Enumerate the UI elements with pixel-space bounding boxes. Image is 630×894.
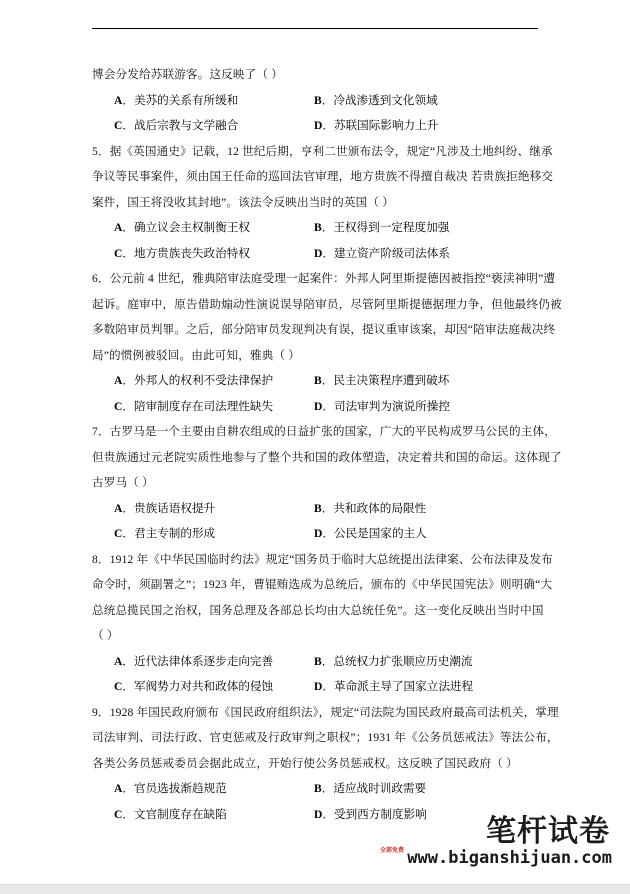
option-text: 公民是国家的主人 [333,527,427,540]
question-5 [92,139,554,267]
option-text: 建立资产阶级司法体系 [333,246,450,260]
option-letter: C [114,527,123,540]
option-list [92,649,540,700]
option-c[interactable]: C．文官制度存在缺陷 [114,807,227,821]
question-content [92,62,562,827]
brand-url: www.biganshijuan.com [407,848,612,868]
continued-question [92,62,540,139]
option-letter: C [114,246,123,260]
option-row [92,88,540,114]
option-list [92,215,540,266]
option-text: 民主决策程序遭到破坏 [333,374,450,387]
option-letter: B [314,221,322,234]
option-letter: B [314,654,322,668]
option-letter: A [114,93,123,107]
option-list [92,496,540,547]
option-text: 苏联国际影响力上升 [333,119,439,132]
brand-name: 笔杆试卷 [486,814,610,849]
bottom-band [0,884,630,894]
option-text: 文官制度存在缺陷 [133,807,227,821]
option-text: 外邦人的权利不受法律保护 [133,374,274,387]
option-letter: A [114,501,123,515]
stem-line: （ ） [92,629,119,642]
option-b[interactable]: B．总统权力扩张顺应历史潮流 [314,654,473,668]
option-list [92,368,540,419]
option-text: 陪审制度存在司法理性缺失 [133,399,274,413]
option-a[interactable]: A．美苏的关系有所缓和 [114,93,239,107]
stem-line: 9．1928 年国民政府颁布《国民政府组织法》，规定“司法院为国民政府最高司法机关，掌理 [92,705,559,719]
option-text: 贵族话语权提升 [133,501,216,515]
option-letter: D [314,680,323,693]
question-9 [92,700,559,828]
option-text: 总统权力扩张顺应历史潮流 [333,654,473,668]
stem-line: 命令时，须副署之”；1923 年，曹锟贿选成为总统后，颁布的《中华民国宪法》则明确“大 [92,578,553,591]
option-d[interactable]: D．司法审判为演说所操控 [314,399,450,413]
option-letter: C [114,399,123,413]
stem-line: 争议等民事案件，须由国王任命的巡回法官审理，地方贵族不得擅自裁决 若贵族拒绝移交 [92,170,554,183]
option-text: 君主专制的形成 [133,527,216,540]
option-letter: D [314,119,323,132]
option-text: 司法审判为演说所操控 [333,399,450,413]
option-c[interactable]: C．陪审制度存在司法理性缺失 [114,399,274,413]
option-letter: C [114,119,123,132]
option-b[interactable]: B．冷战渗透到文化领域 [314,93,438,107]
option-text: 地方贵族丧失政治特权 [133,246,250,260]
option-letter: A [114,654,123,668]
option-d[interactable]: D．苏联国际影响力上升 [314,119,439,132]
option-letter: D [314,246,323,260]
option-a[interactable]: A．确立议会主权制衡王权 [114,221,250,234]
option-letter: D [314,527,323,540]
option-text: 适应战时训政需要 [333,782,427,795]
option-text: 革命派主导了国家立法进程 [333,680,474,693]
option-c[interactable]: C．军阀势力对共和政体的侵蚀 [114,680,274,693]
option-a[interactable]: A．贵族话语权提升 [114,501,216,515]
question-stem [92,139,554,216]
option-b[interactable]: B．民主决策程序遭到破坏 [314,374,450,387]
stem-line: 局”的惯例被驳回。由此可知，雅典（ ） [92,348,300,362]
question-stem [92,700,559,777]
stem-line: 博会分发给苏联游客。这反映了（ ） [92,68,283,81]
option-d[interactable]: D．革命派主导了国家立法进程 [314,680,474,693]
option-row [92,776,540,802]
option-row [92,496,540,522]
stem-line: 6．公元前 4 世纪，雅典陪审法庭受理一起案件：外邦人阿里斯提德因被指控“亵渎神明”遭 [92,272,556,285]
stem-line: 8．1912 年《中华民国临时约法》规定“国务员于临时大总统提出法律案、公布法律及发布 [92,552,553,566]
option-c[interactable]: C．君主专制的形成 [114,527,216,540]
option-text: 冷战渗透到文化领域 [333,93,438,107]
option-list [92,88,540,139]
question-7 [92,419,562,547]
stem-line: 但贵族通过元老院实质性地参与了整个共和国的政体塑造，决定着共和国的命运。这体现了 [92,450,562,464]
header-rule [92,28,538,29]
option-row [92,394,540,420]
option-letter: A [114,782,123,795]
option-letter: B [314,501,322,515]
free-badge: 全部免费 [380,847,405,854]
stem-line: 5．据《英国通史》记载，12 世纪后期，亨利二世颁布法令，规定“凡涉及土地纠纷、继承 [92,144,553,158]
option-letter: C [114,807,123,821]
option-c[interactable]: C．战后宗教与文学融合 [114,119,239,132]
stem-line: 7．古罗马是一个主要由自耕农组成的日益扩张的国家，广大的平民构成罗马公民的主体， [92,425,556,438]
option-a[interactable]: A．近代法律体系逐步走向完善 [114,654,274,668]
question-stem [92,62,540,88]
option-text: 战后宗教与文学融合 [133,119,239,132]
option-row [92,113,540,139]
stem-line: 司法审判、司法行政、官吏惩戒及行政审判之职权”；1931 年《公务员惩戒法》等法公布， [92,731,559,744]
option-row [92,649,540,675]
option-text: 美苏的关系有所缓和 [133,93,239,107]
question-8 [92,547,553,700]
option-text: 军阀势力对共和政体的侵蚀 [133,680,274,693]
question-stem [92,419,562,496]
option-letter: B [314,93,322,107]
option-row [92,215,540,241]
stem-line: 案件，国王将没收其封地”。该法令反映出当时的英国（ ） [92,195,394,209]
option-row [92,241,540,267]
option-letter: B [314,374,322,387]
watermark-logo [362,816,612,876]
question-6 [92,266,562,419]
option-c[interactable]: C．地方贵族丧失政治特权 [114,246,250,260]
option-text: 确立议会主权制衡王权 [133,221,250,234]
option-letter: B [314,782,322,795]
option-d[interactable]: D．公民是国家的主人 [314,527,427,540]
option-b[interactable]: B．共和政体的局限性 [314,501,427,515]
option-text: 王权得到一定程度加强 [333,221,450,234]
option-row [92,521,540,547]
stem-line: 起诉。庭审中，原告借助煽动性演说误导陪审员，尽管阿里斯提德据理力争，但他最终仍被 [92,297,562,311]
option-text: 受到西方制度影响 [333,807,427,821]
option-letter: D [314,399,323,413]
stem-line: 总统总揽民国之治权，国务总理及各部总长均由大总统任免”。这一变化反映出当时中国 [92,603,544,617]
question-stem [92,547,553,649]
stem-line: 各类公务员惩戒委员会据此成立，开始行使公务员惩戒权。这反映了国民政府（ ） [92,756,518,770]
question-stem [92,266,562,368]
option-a[interactable]: A．外邦人的权利不受法律保护 [114,374,274,387]
option-b[interactable]: B．适应战时训政需要 [314,782,427,795]
option-row [92,368,540,394]
option-text: 近代法律体系逐步走向完善 [133,654,274,668]
option-d[interactable]: D．建立资产阶级司法体系 [314,246,450,260]
stem-line: 多数陪审员判罪。之后，部分陪审员发现判决有误，提议重审该案，却因“陪审法庭裁决终 [92,323,556,336]
option-b[interactable]: B．王权得到一定程度加强 [314,221,450,234]
option-letter: D [314,807,323,821]
option-d[interactable]: D．受到西方制度影响 [314,807,427,821]
option-letter: C [114,680,123,693]
option-a[interactable]: A．官员选拔渐趋规范 [114,782,227,795]
stem-line: 古罗马（ ） [92,476,154,489]
option-text: 共和政体的局限性 [333,501,427,515]
option-letter: A [114,221,123,234]
option-row [92,674,540,700]
option-text: 官员选拔渐趋规范 [133,782,227,795]
option-letter: A [114,374,123,387]
